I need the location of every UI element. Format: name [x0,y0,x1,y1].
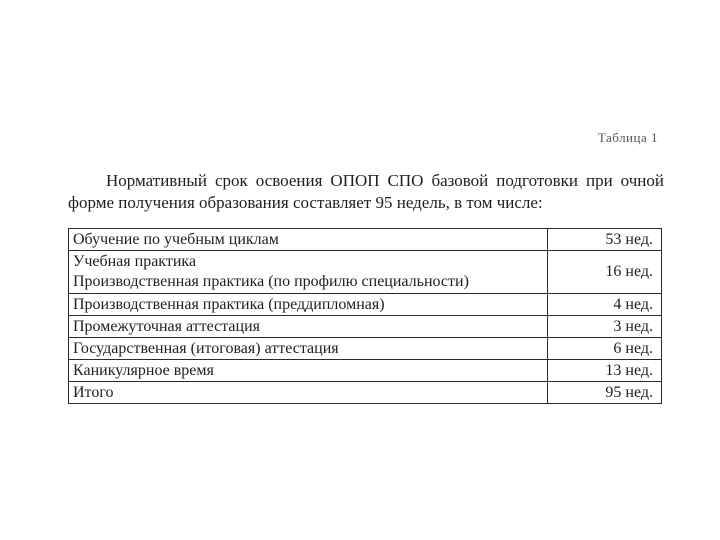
row-value: 13 нед. [548,360,662,382]
row-value: 16 нед. [548,251,662,294]
table-row [69,338,662,360]
table-row [69,360,662,382]
row-value: 3 нед. [548,316,662,338]
table-row [69,294,662,316]
row-label-multiline [69,251,548,294]
row-value: 6 нед. [548,338,662,360]
table-row [69,251,662,294]
row-label-line: Учебная практика [73,253,197,270]
row-label: Каникулярное время [69,360,548,382]
row-label: Производственная практика (преддипломная) [69,294,548,316]
row-label: Обучение по учебным циклам [69,229,548,251]
row-value: 4 нед. [548,294,662,316]
row-value: 95 нед. [548,382,662,404]
table-row-total [69,382,662,404]
row-label: Итого [69,382,548,404]
row-value: 53 нед. [548,229,662,251]
row-label: Промежуточная аттестация [69,316,548,338]
row-label-line: Производственная практика (по профилю специальности) [73,273,469,290]
table-number-label: Таблица 1 [597,130,658,145]
table-row [69,229,662,251]
table-row [69,316,662,338]
row-label: Государственная (итоговая) аттестация [69,338,548,360]
study-time-table [68,228,662,404]
intro-paragraph: Нормативный срок освоения ОПОП СПО базовой подготовки при очной форме получения образования составляет 95 недель, в том числе: [68,171,664,212]
